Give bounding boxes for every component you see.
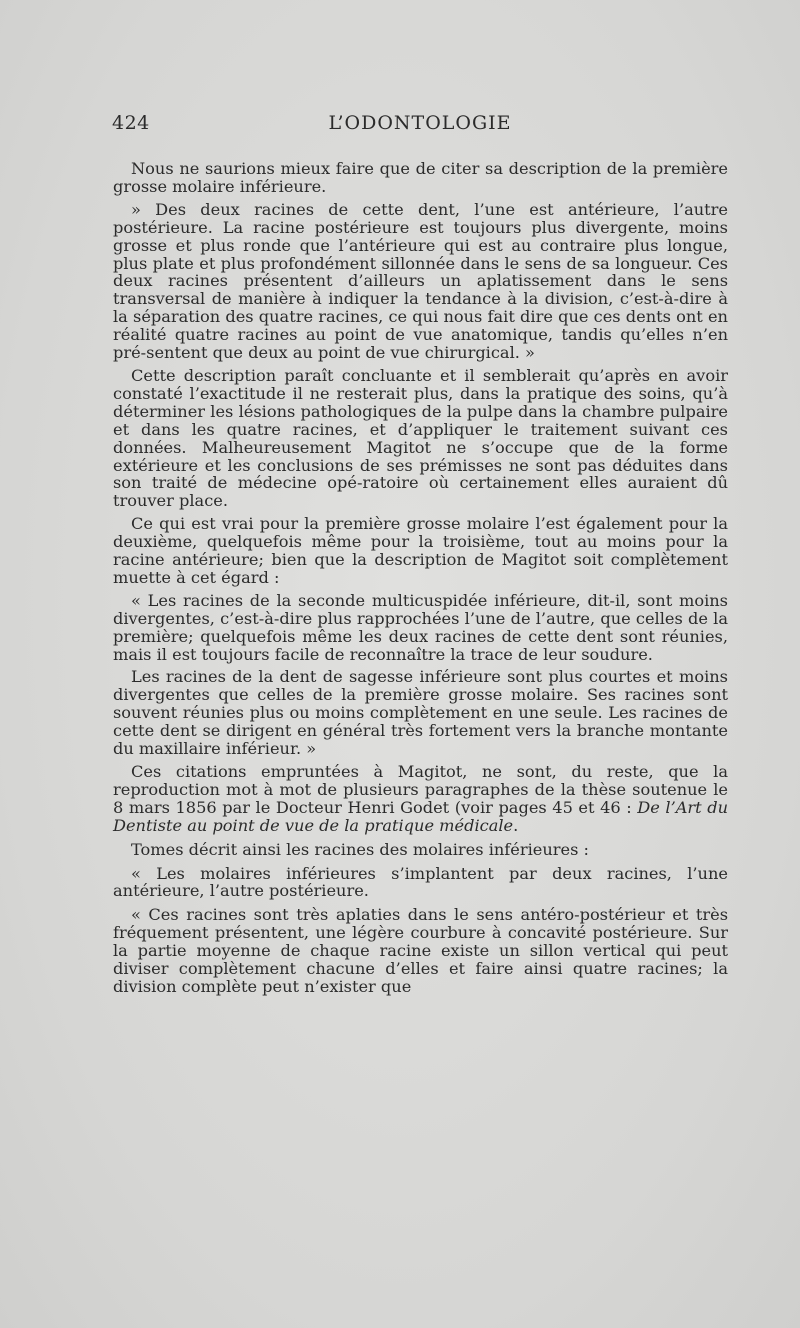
paragraph: « Ces racines sont très aplaties dans le sens antéro-postérieur et très fréquement présentent, une légère courbure à concavité postérieure. Sur la partie moyenne de chaque racine existe un sillon vertical qui peut diviser complètement chacune d’elles et faire ainsi quatre racines; la division complète peut n’exister que [113, 905, 728, 996]
paragraph: Les racines de la dent de sagesse inférieure sont plus courtes et moins divergentes que celles de la première grosse molaire. Ses racines sont souvent réunies plus ou moins complètement en une seule. Les racines de cette dent se dirigent en général très fortement vers la branche montante du maxillaire inférieur. » [113, 667, 728, 759]
paragraph: Nous ne saurions mieux faire que de citer sa description de la première grosse molaire inférieure. [113, 159, 728, 196]
page-body [113, 160, 728, 1001]
citation-title: De l’Art du Dentiste au point de vue de la pratique médicale [113, 797, 728, 835]
paragraph: Tomes décrit ainsi les racines des molaires inférieures : [131, 839, 590, 859]
citation-tail: . [513, 815, 519, 835]
paragraph: Cette description paraît concluante et il semblerait qu’après en avoir constaté l’exactitude il ne resterait plus, dans la pratique des soins, qu’à déterminer les lésions pathologiques de la pulpe dans la chambre pulpaire et dans les quatre racines, et d’appliquer le traitement suivant ces données. Malheureusement Magitot ne s’occupe que de la forme extérieure et les conclusions de ses prémisses ne sont pas déduites dans son traité de médecine opé-ratoire où certainement elles auraient dû trouver place. [113, 365, 728, 511]
paragraph: « Les molaires inférieures s’implantent par deux racines, l’une antérieure, l’autre postérieure. [113, 863, 728, 901]
citation-lead: Ces citations empruntées à Magitot, ne sont, du reste, que la reproduction mot à mot de plusieurs paragraphes de la thèse soutenue le 8 mars 1856 par le Docteur Henri Godet (voir pages 45 et 46 : [113, 762, 728, 817]
paragraph: Ce qui est vrai pour la première grosse molaire l’est également pour la deuxième, quelquefois même pour la troisième, tout au moins pour la racine antérieure; bien que la description de Magitot soit complètement muette à cet égard : [113, 514, 728, 587]
page-number: 424 [112, 112, 150, 134]
running-header [112, 112, 728, 142]
paragraph: » Des deux racines de cette dent, l’une est antérieure, l’autre postérieure. La racine postérieure est toujours plus divergente, moins grosse et plus ronde que l’antérieure qui est au contraire plus longue, plus plate et plus profondément sillonnée dans le sens de sa longueur. Ces deux racines présentent d’ailleurs un aplatissement dans le sens transversal de manière à indiquer la tendance à la division, c’est-à-dire à la séparation des quatre racines, ce qui nous fait dire que ces dents ont en réalité quatre racines au point de vue anatomique, tandis qu’elles n’en pré-sentent que deux au point de vue chirurgical. » [113, 199, 728, 363]
running-title: L’ODONTOLOGIE [328, 112, 512, 134]
paragraph: « Les racines de la seconde multicuspidée inférieure, dit-il, sont moins divergentes, c’est-à-dire plus rapprochées l’une de l’autre, que celles de la première; quelquefois même les deux racines de cette dent sont réunies, mais il est toujours facile de reconnaître la trace de leur soudure. [113, 590, 728, 664]
citation-paragraph [113, 763, 728, 835]
